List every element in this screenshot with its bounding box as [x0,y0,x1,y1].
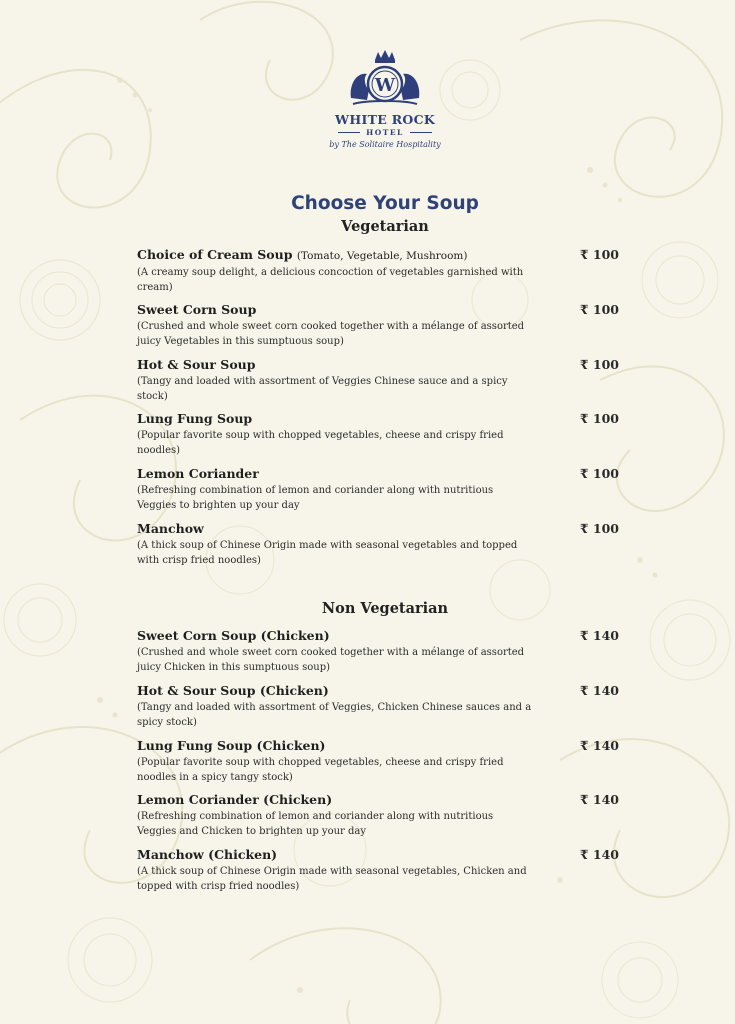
menu-item-name: Sweet Corn Soup (Chicken) [137,628,330,643]
menu-item-price: ₹ 100 [579,521,619,536]
hotel-sub [310,128,460,137]
menu-item-name: Manchow (Chicken) [137,847,278,862]
menu-item-title [137,411,627,427]
menu-item-title [137,302,627,318]
hotel-name: WHITE ROCK [335,112,435,127]
menu-item-name: Choice of Cream Soup [137,247,293,262]
menu-item-name: Hot & Sour Soup (Chicken) [137,683,329,698]
page-title: Choose Your Soup [291,193,479,214]
menu-item-name: Lemon Coriander [137,466,259,481]
menu-item-description: (Refreshing combination of lemon and coriander along with nutritious Veggies to brighten up your day [137,485,494,511]
menu-item-name: Lung Fung Soup [137,411,253,426]
menu-item-name: Manchow [137,521,204,536]
menu-item-name: Hot & Sour Soup [137,357,256,372]
section-heading: Vegetarian [341,218,429,235]
menu-item [137,411,627,458]
crest-emblem-icon [337,48,433,110]
menu-item-price: ₹ 140 [579,847,619,862]
menu-item-name: Lemon Coriander (Chicken) [137,792,333,807]
menu-item-description: (Crushed and whole sweet corn cooked together with a mélange of assorted juicy Vegetables in this sumptuous soup) [137,321,525,347]
menu-item-title [137,247,627,264]
menu-item-price: ₹ 140 [579,738,619,753]
menu-item [137,683,627,730]
menu-item-price: ₹ 100 [579,466,619,481]
menu-item-title [137,683,627,699]
menu-item-title [137,847,627,863]
menu-item-description: (A thick soup of Chinese Origin made with seasonal vegetables and topped with crisp fried noodles) [137,540,518,566]
menu-item [137,847,627,894]
menu-item [137,247,627,295]
menu-item-title [137,466,627,482]
menu-item-title [137,792,627,808]
menu-item-price: ₹ 100 [579,302,619,317]
menu-item [137,357,627,404]
menu-item-description: (Tangy and loaded with assortment of Veggies Chinese sauce and a spicy stock) [137,376,508,402]
menu-item-price: ₹ 100 [579,357,619,372]
menu-item-description: (Popular favorite soup with chopped vegetables, cheese and crispy fried noodles in a spicy tangy stock) [137,757,504,783]
divider [338,132,360,133]
menu-item-note: (Tomato, Vegetable, Mushroom) [296,250,468,262]
menu-item-title [137,357,627,373]
menu-item [137,738,627,785]
section-heading: Non Vegetarian [321,600,449,617]
hotel-sub-label: HOTEL [366,128,404,137]
monogram-text: W [374,75,396,96]
menu-item [137,628,627,675]
menu-item [137,302,627,349]
hotel-logo [310,48,460,149]
menu-item-description: (Tangy and loaded with assortment of Veggies, Chicken Chinese sauces and a spicy stock) [137,702,532,728]
menu-item-title [137,738,627,754]
menu-item-name: Sweet Corn Soup [137,302,257,317]
menu-item-price: ₹ 100 [579,247,619,262]
menu-item-description: (A thick soup of Chinese Origin made with seasonal vegetables, Chicken and topped with crisp fried noodles) [137,866,527,892]
menu-item-title [137,521,627,537]
menu-item [137,792,627,839]
divider [410,132,432,133]
hotel-tagline: by The Solitaire Hospitality [329,140,441,149]
menu-item-name: Lung Fung Soup (Chicken) [137,738,326,753]
menu-item [137,521,627,568]
menu-item-description: (Crushed and whole sweet corn cooked together with a mélange of assorted juicy Chicken in this sumptuous soup) [137,647,525,673]
menu-item-description: (A creamy soup delight, a delicious concoction of vegetables garnished with cream) [137,267,524,293]
menu-item-description: (Popular favorite soup with chopped vegetables, cheese and crispy fried noodles) [137,430,504,456]
menu-item-price: ₹ 140 [579,683,619,698]
menu-item-description: (Refreshing combination of lemon and coriander along with nutritious Veggies and Chicken to brighten up your day [137,811,494,837]
menu-item-price: ₹ 140 [579,628,619,643]
menu-item-price: ₹ 140 [579,792,619,807]
menu-item-price: ₹ 100 [579,411,619,426]
menu-item [137,466,627,513]
menu-item-title [137,628,627,644]
